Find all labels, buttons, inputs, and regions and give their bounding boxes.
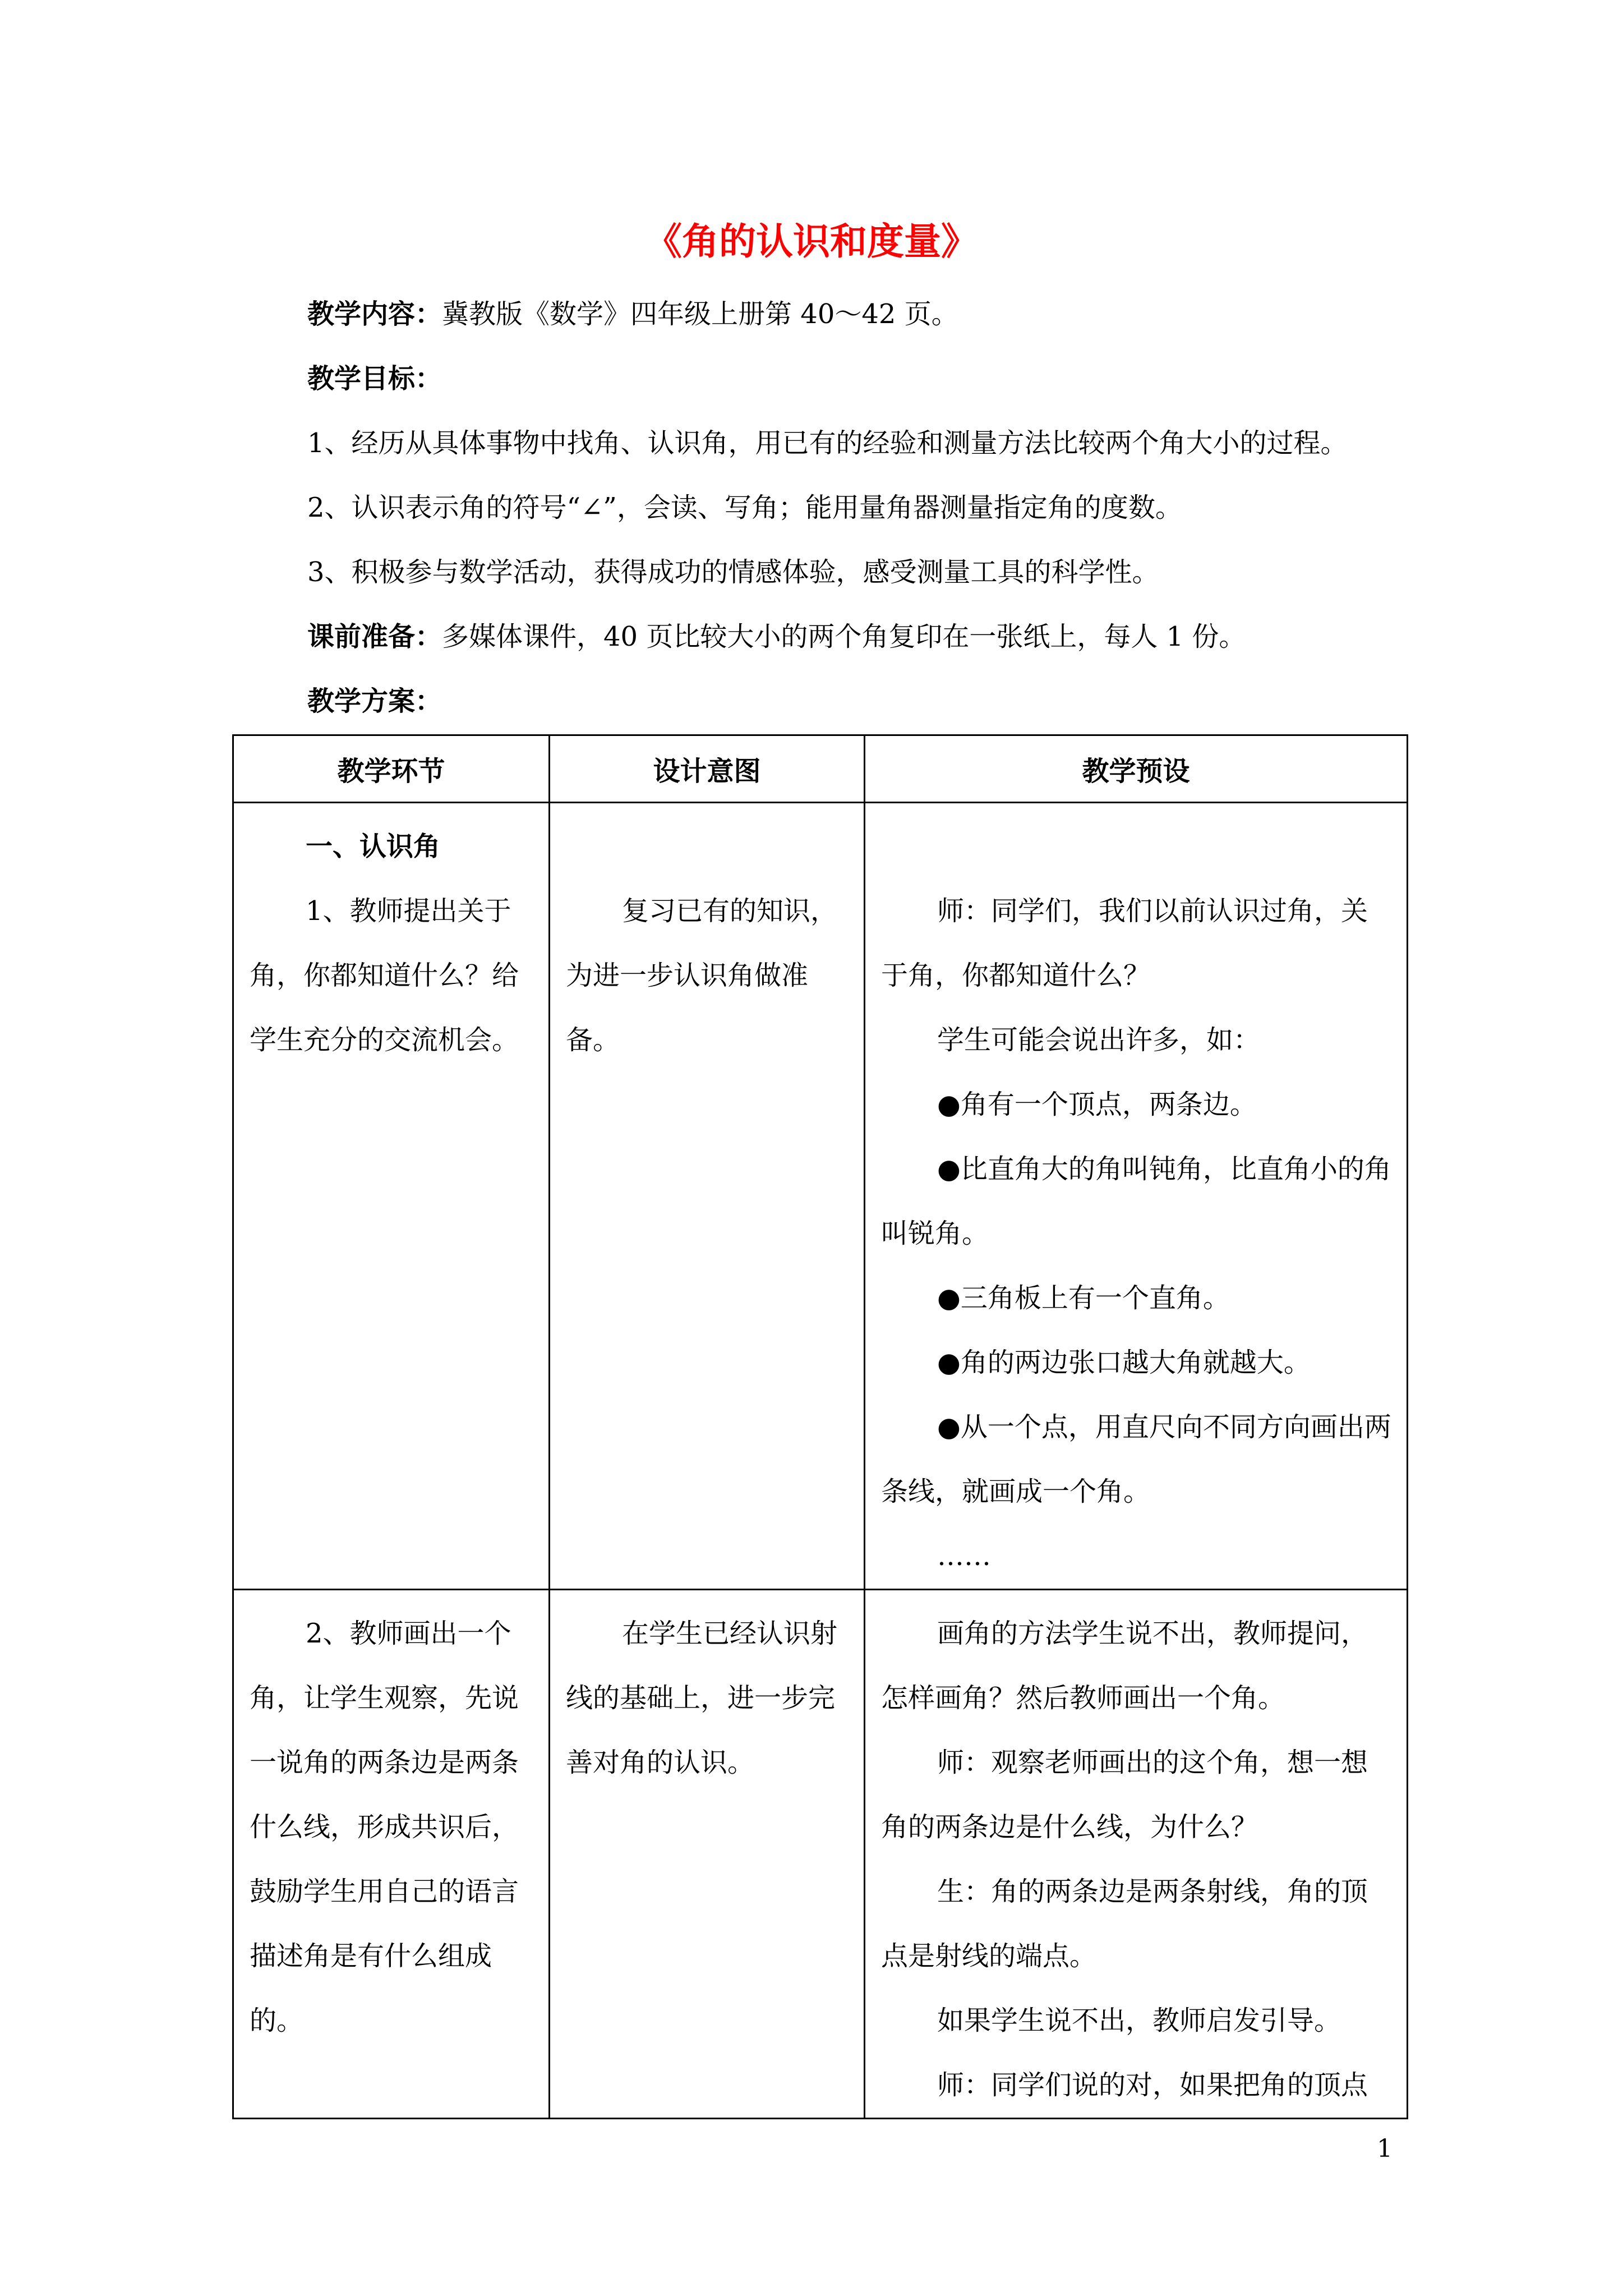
preset-line: 师：同学们说的对，如果把角的顶点 [937, 2069, 1368, 2101]
intent-text: 在学生已经认识射线的基础上，进一步完善对角的认识。 [566, 1618, 838, 1778]
teaching-goals-heading [307, 359, 1429, 398]
lesson-preparation [307, 617, 1429, 656]
teaching-content [307, 295, 1429, 334]
goal-item: 2、认识表示角的符号“∠”，会读、写角；能用量角器测量指定角的度数。 [307, 492, 1182, 523]
lesson-preparation-text: 多媒体课件，40 页比较大小的两个角复印在一张纸上，每人 1 份。 [442, 621, 1246, 652]
header-design-intent: 设计意图 [550, 735, 865, 803]
stage-cell [233, 803, 550, 1590]
intent-cell [550, 1590, 865, 2119]
stage-cell [233, 1590, 550, 2119]
teaching-goals-label: 教学目标： [307, 363, 442, 394]
intent-cell [550, 803, 865, 1590]
preset-line: ●角有一个顶点，两条边。 [937, 1089, 1257, 1120]
preset-line: …… [937, 1540, 991, 1572]
document-title: 《角的认识和度量》 [645, 219, 978, 263]
teaching-plan-table [232, 734, 1408, 2119]
preset-line: 如果学生说不出，教师启发引导。 [937, 2005, 1341, 2036]
section-heading: 一、认识角 [306, 831, 441, 862]
preset-line: 生：角的两条边是两条射线，角的顶点是射线的端点。 [881, 1876, 1368, 1972]
header-teaching-preset: 教学预设 [865, 735, 1408, 803]
teaching-plan-label: 教学方案： [307, 685, 442, 717]
table-row [233, 1590, 1408, 2119]
table-header-row [233, 735, 1408, 803]
page-number: 1 [1377, 2134, 1393, 2163]
teaching-content-label: 教学内容： [307, 298, 442, 330]
preset-cell [865, 803, 1408, 1590]
goal-item: 3、积极参与数学活动，获得成功的情感体验，感受测量工具的科学性。 [307, 556, 1159, 588]
teaching-content-text: 冀教版《数学》四年级上册第 40～42 页。 [442, 298, 958, 330]
preset-line: ●从一个点，用直尺向不同方向画出两条线，就画成一个角。 [881, 1411, 1391, 1507]
preset-line: ●比直角大的角叫钝角，比直角小的角叫锐角。 [881, 1153, 1391, 1249]
stage-text: 1、教师提出关于角，你都知道什么？给学生充分的交流机会。 [250, 895, 519, 1056]
table-row [233, 803, 1408, 1590]
preset-line: 师：同学们，我们以前认识过角，关于角，你都知道什么？ [881, 895, 1368, 991]
preset-cell [865, 1590, 1408, 2119]
teaching-plan-heading [307, 682, 1429, 721]
stage-text: 2、教师画出一个角，让学生观察，先说一说角的两条边是两条什么线，形成共识后，鼓励学生用自己的语言描述角是有什么组成的。 [250, 1618, 519, 2036]
goal-item: 1、经历从具体事物中找角、认识角，用已有的经验和测量方法比较两个角大小的过程。 [307, 427, 1348, 459]
header-teaching-stage: 教学环节 [233, 735, 550, 803]
preset-line: 师：观察老师画出的这个角，想一想角的两条边是什么线，为什么？ [881, 1747, 1368, 1843]
intent-text: 复习已有的知识，为进一步认识角做准备。 [566, 895, 838, 1056]
preset-line: 学生可能会说出许多，如： [937, 1024, 1261, 1056]
preset-line: ●三角板上有一个直角。 [937, 1282, 1230, 1314]
preset-line: ●角的两边张口越大角就越大。 [937, 1347, 1311, 1378]
preset-line: 画角的方法学生说不出，教师提问，怎样画角？然后教师画出一个角。 [881, 1618, 1368, 1714]
lesson-preparation-label: 课前准备： [307, 621, 442, 652]
